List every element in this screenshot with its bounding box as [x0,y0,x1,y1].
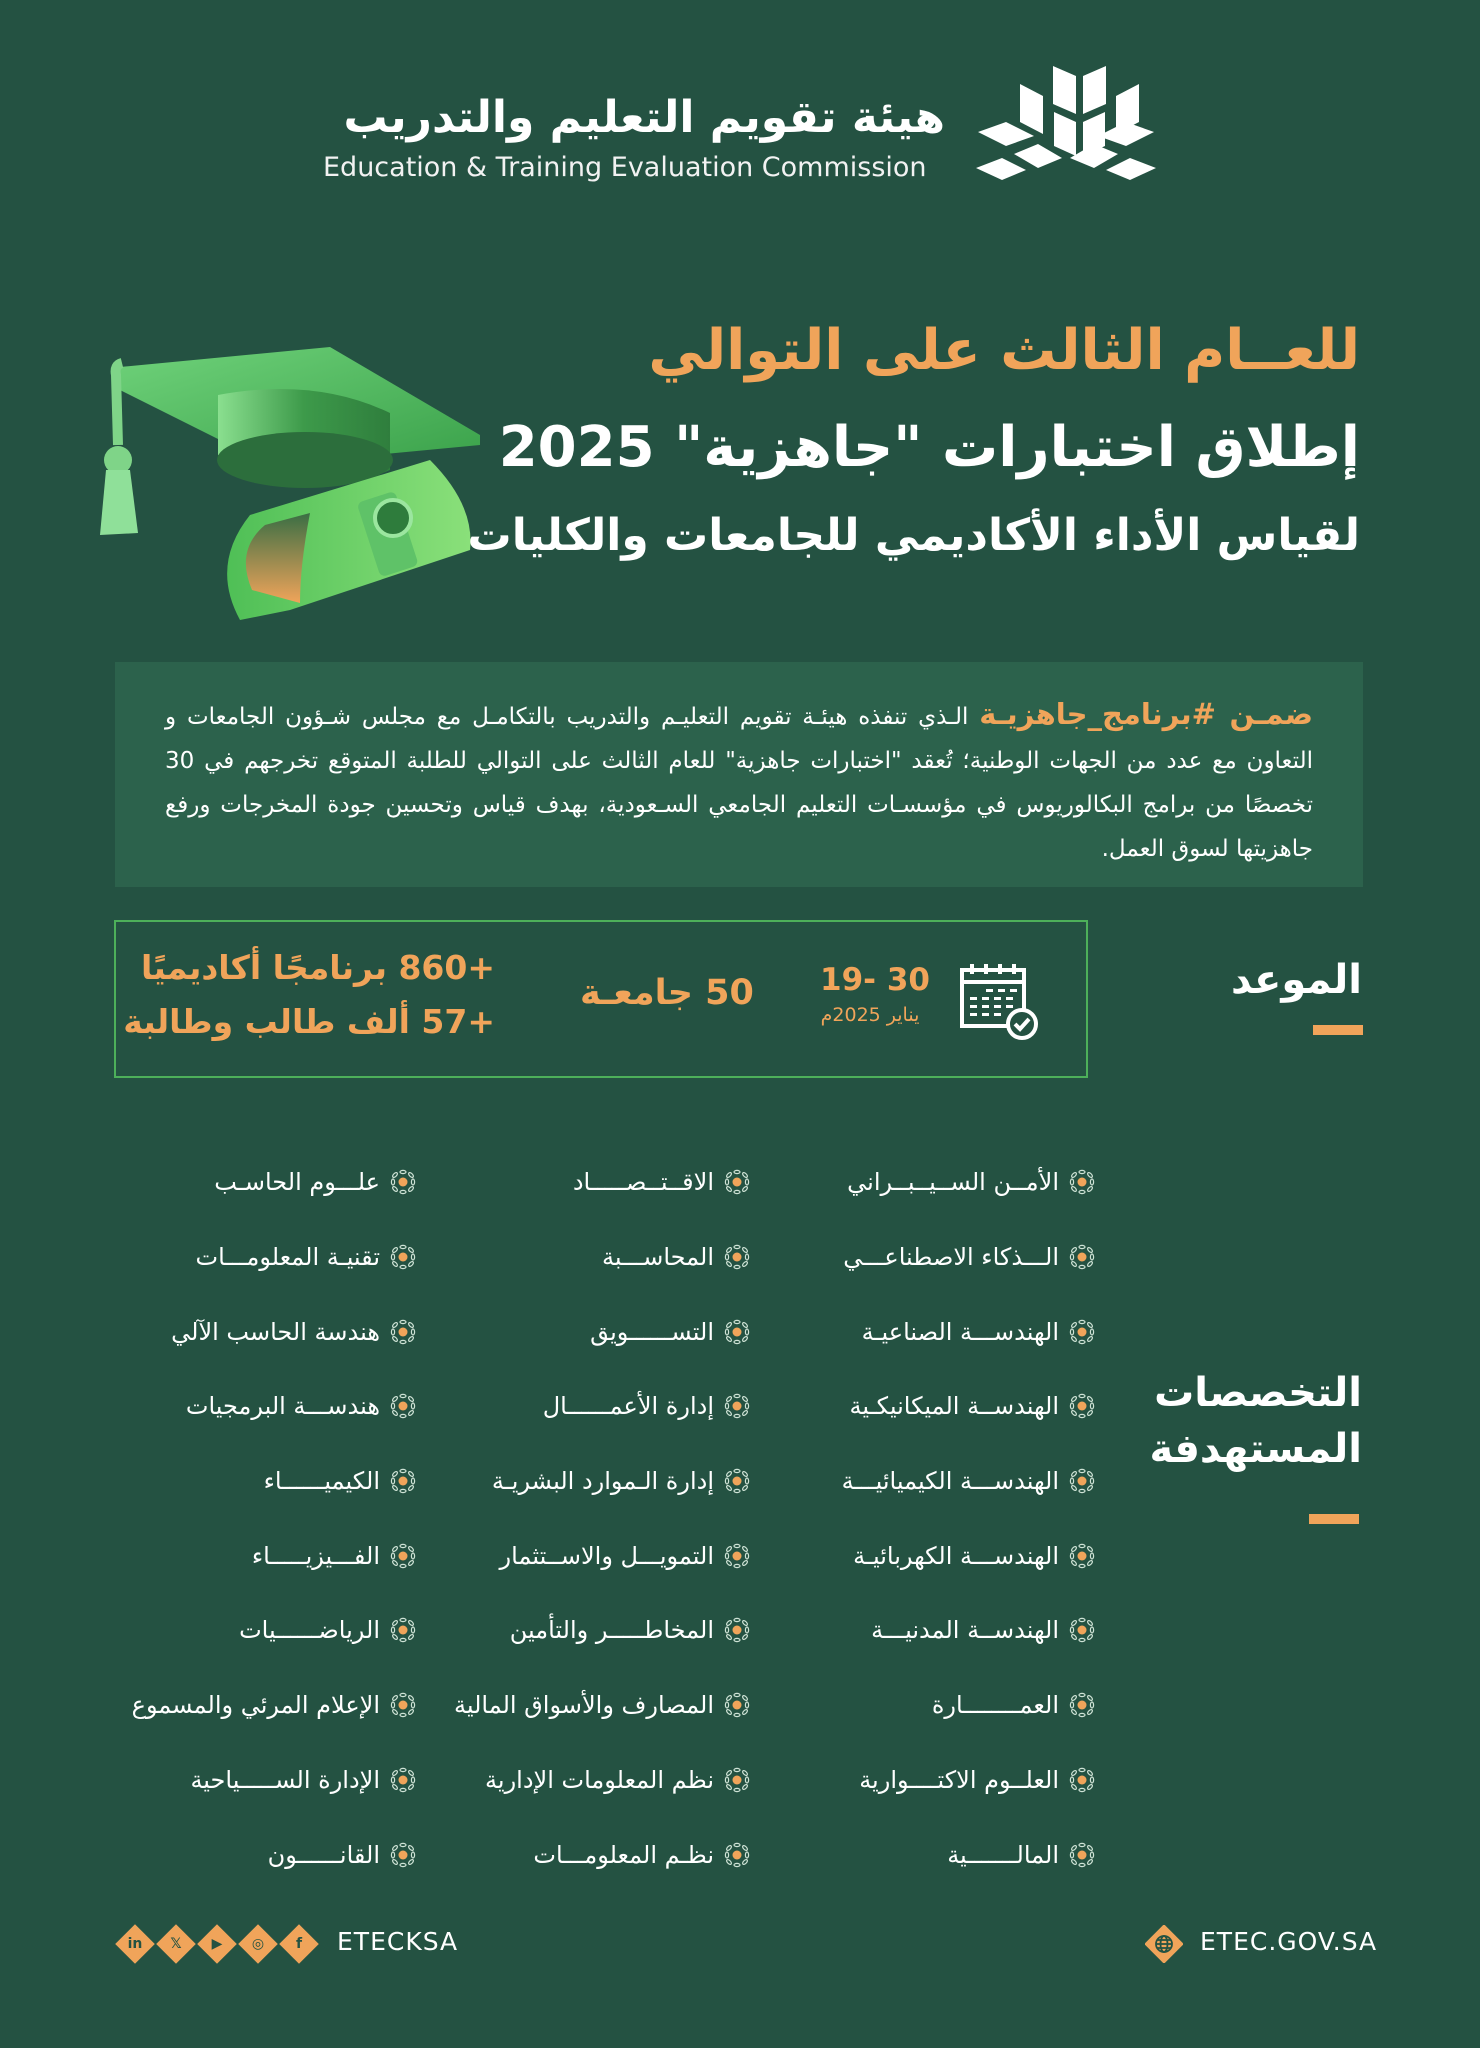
major-label: نظم المعلومات الإدارية [485,1765,714,1794]
bullet-icon [724,1617,750,1643]
x-glyph: 𝕏 [170,1936,182,1952]
bullet-icon [724,1692,750,1718]
major-label: الفـــيزيـــــاء [251,1541,380,1570]
bullet-icon [724,1393,750,1419]
major-item [96,1593,416,1668]
major-item [775,1817,1095,1892]
major-label: الهندســـة الكهربائيـة [853,1541,1059,1570]
major-label: إدارة الـموارد البشريـة [491,1467,714,1496]
bullet-icon [390,1244,416,1270]
bullet-icon [1069,1842,1095,1868]
major-label: الاقــتــصـــــاد [572,1168,714,1197]
students-count: +57 ألف طالب وطالبة [123,1002,495,1041]
major-label: المصارف والأسواق المالية [453,1691,714,1720]
major-label: التمويـــل والاســتثمار [499,1541,714,1570]
linkedin-glyph: in [127,1936,143,1952]
bullet-icon [390,1543,416,1569]
major-item [96,1743,416,1818]
hero-subtitle: للعــام الثالث على التوالي [648,318,1360,383]
youtube-glyph: ▶ [211,1936,223,1952]
youtube-icon[interactable] [198,1925,236,1963]
bullet-icon [724,1842,750,1868]
major-item [430,1593,750,1668]
bullet-icon [390,1767,416,1793]
bullet-icon [724,1169,750,1195]
majors-title [1149,1365,1362,1477]
org-name-arabic: هيئة تقويم التعليم والتدريب [343,92,945,143]
major-item [96,1668,416,1743]
bullet-icon [1069,1244,1095,1270]
major-item [430,1294,750,1369]
major-label: الـــذكاء الاصطناعـــي [843,1243,1059,1272]
major-item [430,1145,750,1220]
major-item [775,1294,1095,1369]
major-label: الهندســة الميكانيكـية [849,1392,1059,1421]
bullet-icon [1069,1543,1095,1569]
major-item [775,1743,1095,1818]
major-label: هندسة الحاسب الآلي [171,1317,380,1346]
bullet-icon [390,1319,416,1345]
major-item [775,1593,1095,1668]
website-link[interactable]: ETEC.GOV.SA [1200,1927,1378,1956]
major-item [775,1444,1095,1519]
etec-logo-icon [976,64,1156,184]
description-body: الـذي تنفذه هيئـة تقويم التعليـم والتدريب بالتكامـل مع مجلس شـؤون الجامعات و التعاون مع عدد من الجهات الوطنية؛ تُعقد "اختبارات جاهزية" للعام الثالث على التوالي للطلبة المتوقع تخرجهم في 30 تخصصًا من برامج البكالوريوس في مؤسسـات التعليم الجامعي السـعودية، بهدف قياس وتحسين جودة المخرجات ورفع جاهزيتها لسوق العمل. [165,704,1313,862]
major-label: نظـم المعلومـــات [533,1840,714,1869]
hero-tagline: لقياس الأداء الأكاديمي للجامعات والكليات [467,510,1360,561]
major-item [430,1518,750,1593]
bullet-icon [724,1767,750,1793]
bullet-icon [390,1468,416,1494]
major-label: المخاطـــــر والتأمين [509,1616,714,1645]
facebook-icon[interactable] [280,1925,318,1963]
bullet-icon [1069,1393,1095,1419]
majors-column-1 [775,1145,1095,1892]
bullet-icon [390,1169,416,1195]
majors-divider [1309,1514,1359,1524]
schedule-title: الموعد [1230,957,1362,1003]
major-item [430,1668,750,1743]
program-hashtag[interactable]: ضمـن #برنامج_جاهزيـة [979,697,1313,731]
globe-icon [1145,1925,1183,1963]
major-item [430,1444,750,1519]
bullet-icon [390,1692,416,1718]
major-label: المحاســـبة [602,1243,714,1272]
exam-date-month: يناير 2025م [820,1004,920,1026]
major-label: العلــوم الاكتــــوارية [859,1765,1059,1794]
x-icon[interactable] [157,1925,195,1963]
major-item [96,1220,416,1295]
majors-title-line1: التخصصات [1154,1370,1362,1416]
description-text [165,692,1313,871]
hero-title: إطلاق اختبارات "جاهزية" 2025 [498,415,1360,480]
instagram-glyph: ◎ [251,1936,265,1952]
major-item [96,1817,416,1892]
major-item [775,1518,1095,1593]
major-label: الإدارة الســـــياحية [190,1765,380,1794]
bullet-icon [724,1319,750,1345]
major-label: الكيميــــــاء [263,1467,380,1496]
major-label: هندســـة البرمجيات [185,1392,380,1421]
linkedin-icon[interactable] [116,1925,154,1963]
major-item [96,1444,416,1519]
bullet-icon [724,1244,750,1270]
major-item [430,1743,750,1818]
majors-column-3 [96,1145,416,1892]
description-box [115,662,1363,887]
bullet-icon [390,1393,416,1419]
bullet-icon [724,1543,750,1569]
major-label: علـــوم الحاسـب [214,1168,380,1197]
major-item [96,1145,416,1220]
majors-column-2 [430,1145,750,1892]
major-item [430,1369,750,1444]
major-item [775,1668,1095,1743]
major-item [96,1369,416,1444]
programs-count: +860 برنامجًا أكاديميًا [140,948,495,987]
social-handle[interactable]: ETECKSA [337,1927,459,1956]
bullet-icon [1069,1319,1095,1345]
instagram-icon[interactable] [239,1925,277,1963]
major-label: إدارة الأعمــــــال [542,1392,714,1421]
major-label: الأمــن الســيــبــراني [847,1168,1059,1197]
major-item [96,1518,416,1593]
bullet-icon [390,1617,416,1643]
major-item [775,1369,1095,1444]
major-item [775,1145,1095,1220]
bullet-icon [1069,1767,1095,1793]
bullet-icon [1069,1169,1095,1195]
bullet-icon [1069,1468,1095,1494]
major-label: القانــــــون [267,1840,380,1869]
major-item [430,1220,750,1295]
major-label: الرياضــــــيات [239,1616,380,1645]
universities-count: 50 جامعـة [580,973,754,1013]
exam-date-range: 19- 30 [820,962,930,998]
major-label: الهندســة المدنيـــة [871,1616,1059,1645]
calendar-check-icon [958,962,1040,1040]
graduation-cap-icon [100,335,490,635]
major-label: الهندســـة الصناعيـة [861,1317,1059,1346]
facebook-glyph: f [295,1936,303,1952]
bullet-icon [1069,1617,1095,1643]
major-label: المالـــــــية [947,1840,1059,1869]
bullet-icon [390,1842,416,1868]
bullet-icon [1069,1692,1095,1718]
major-label: الهندســـة الكيميائيـــة [841,1467,1059,1496]
social-links [116,1925,318,1963]
major-label: تقنيـة المعلومـــات [195,1243,380,1272]
schedule-divider [1313,1025,1363,1035]
major-item [96,1294,416,1369]
major-item [430,1817,750,1892]
major-item [775,1220,1095,1295]
org-name-english: Education & Training Evaluation Commission [323,152,927,183]
major-label: التســــــويق [590,1317,714,1346]
major-label: العمــــــــارة [931,1691,1059,1720]
bullet-icon [724,1468,750,1494]
majors-title-line2: المستهدفة [1149,1426,1362,1472]
major-label: الإعلام المرئي والمسموع [131,1691,380,1720]
